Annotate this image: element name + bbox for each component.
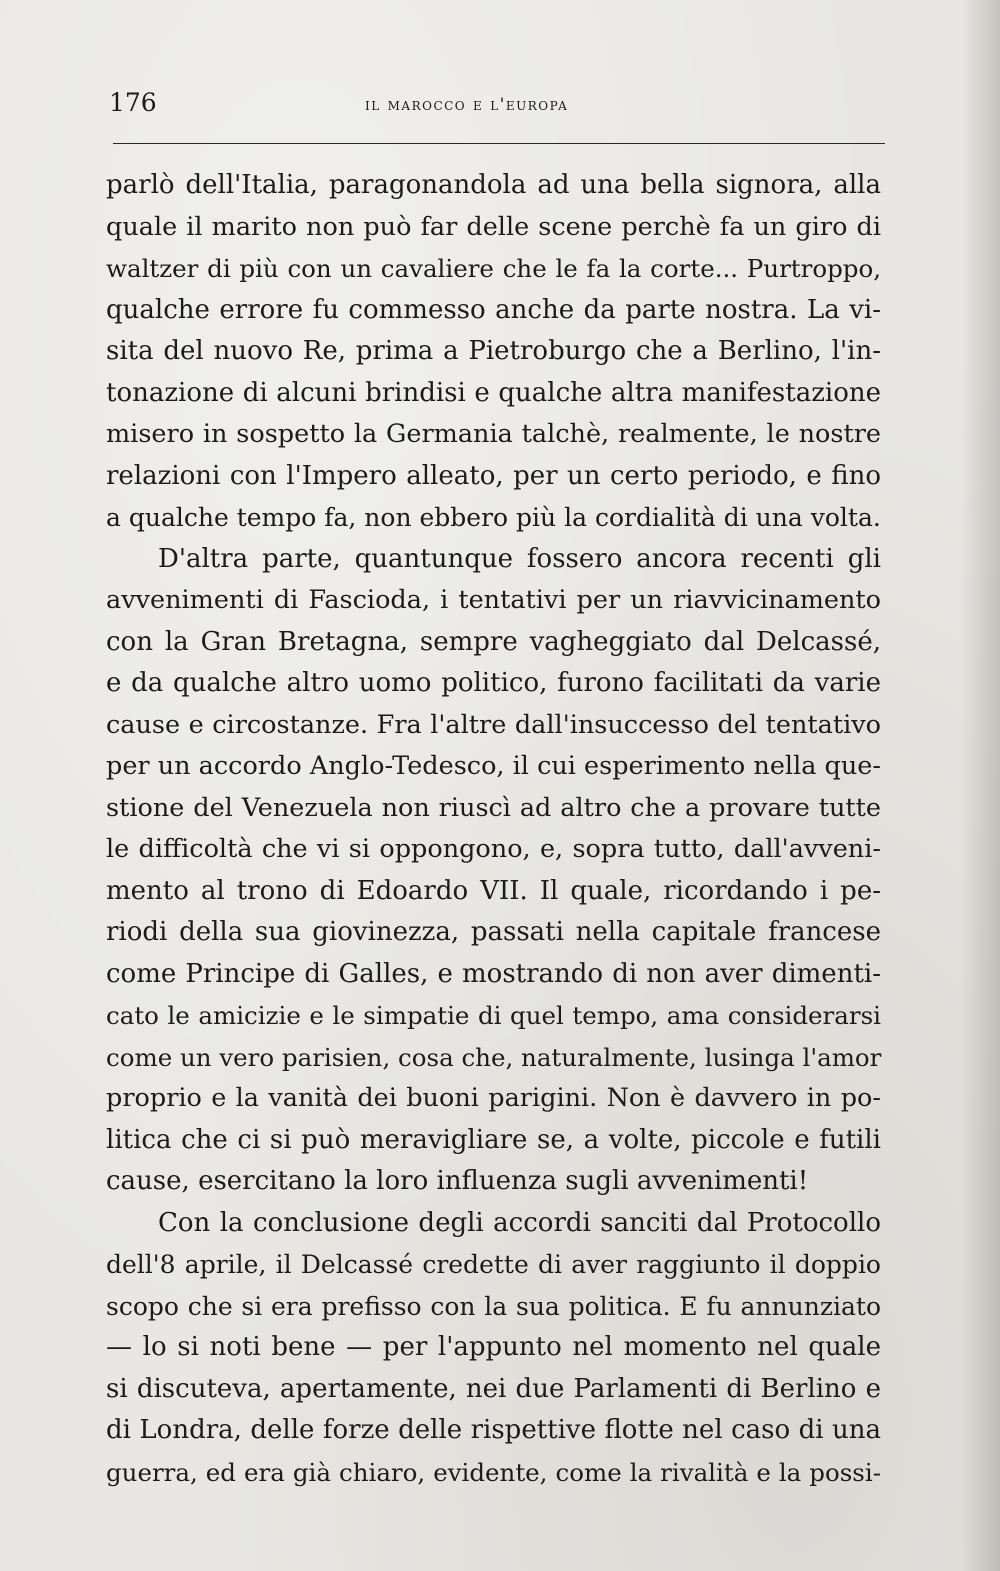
text-line: stione del Venezuela non riuscì ad altro che a provare tutte — [106, 792, 881, 823]
text-line: tonazione di alcuni brindisi e qualche altra manifestazione — [106, 377, 881, 408]
text-line: si discuteva, apertamente, nei due Parlamenti di Berlino e — [106, 1373, 881, 1404]
text-line: parlò dell'Italia, paragonandola ad una bella signora, alla — [106, 170, 881, 200]
text-line: cause, esercitano la loro influenza sugli avvenimenti! — [106, 1166, 809, 1196]
text-line: scopo che si era prefisso con la sua politica. E fu annunziato — [106, 1291, 881, 1321]
text-line: per un accordo Anglo-Tedesco, il cui esperimento nella que- — [106, 751, 881, 781]
text-line: a qualche tempo fa, non ebbero più la cordialità di una volta. — [106, 503, 881, 532]
text-line: e da qualche altro uomo politico, furono facilitati da varie — [106, 668, 881, 698]
text-line: D'altra parte, quantunque fossero ancora recenti gli — [158, 543, 881, 574]
page-number: 176 — [109, 88, 157, 117]
text-line: Con la conclusione degli accordi sanciti dal Protocollo — [158, 1207, 881, 1238]
body-text — [106, 165, 881, 1493]
page-edge-shadow — [960, 0, 1000, 1571]
text-line: quale il marito non può far delle scene perchè fa un giro di — [106, 211, 881, 242]
header-rule — [113, 143, 885, 144]
text-line: avvenimenti di Fascioda, i tentativi per un riavvicinamento — [106, 585, 881, 615]
text-line: come un vero parisien, cosa che, naturalmente, lusinga l'amor — [106, 1042, 882, 1072]
text-line: riodi della sua giovinezza, passati nella capitale francese — [106, 917, 881, 947]
text-line: — lo si noti bene — per l'appunto nel momento nel quale — [106, 1332, 881, 1362]
text-line: proprio e la vanità dei buoni parigini. Non è davvero in po- — [106, 1083, 881, 1113]
text-line: guerra, ed era già chiaro, evidente, come la rivalità e la possi- — [106, 1457, 881, 1487]
text-line: di Londra, delle forze delle rispettive flotte nel caso di una — [106, 1415, 881, 1445]
text-line: litica che ci si può meravigliare se, a volte, piccole e futili — [106, 1124, 881, 1155]
text-line: misero in sospetto la Germania talchè, realmente, le nostre — [106, 419, 881, 449]
text-line: qualche errore fu commesso anche da parte nostra. La vi- — [106, 294, 881, 325]
text-line: dell'8 aprile, il Delcassé credette di aver raggiunto il doppio — [106, 1250, 881, 1279]
text-line: relazioni con l'Impero alleato, per un certo periodo, e fino — [106, 460, 881, 491]
text-line: con la Gran Bretagna, sempre vagheggiato dal Delcassé, — [106, 626, 881, 657]
running-header: il marocco e l'europa — [365, 95, 569, 115]
text-line: waltzer di più con un cavaliere che le fa la corte... Purtroppo, — [106, 254, 881, 283]
text-line: le difficoltà che vi si oppongono, e, sopra tutto, dall'avveni- — [106, 834, 881, 864]
text-line: come Principe di Galles, e mostrando di non aver dimenti- — [106, 958, 881, 989]
text-line: cato le amicizie e le simpatie di quel tempo, ama considerarsi — [106, 1001, 881, 1030]
text-line: mento al trono di Edoardo VII. Il quale, ricordando i pe- — [106, 875, 881, 906]
text-line: sita del nuovo Re, prima a Pietroburgo che a Berlino, l'in- — [106, 336, 881, 366]
text-line: cause e circostanze. Fra l'altre dall'insuccesso del tentativo — [106, 709, 881, 740]
